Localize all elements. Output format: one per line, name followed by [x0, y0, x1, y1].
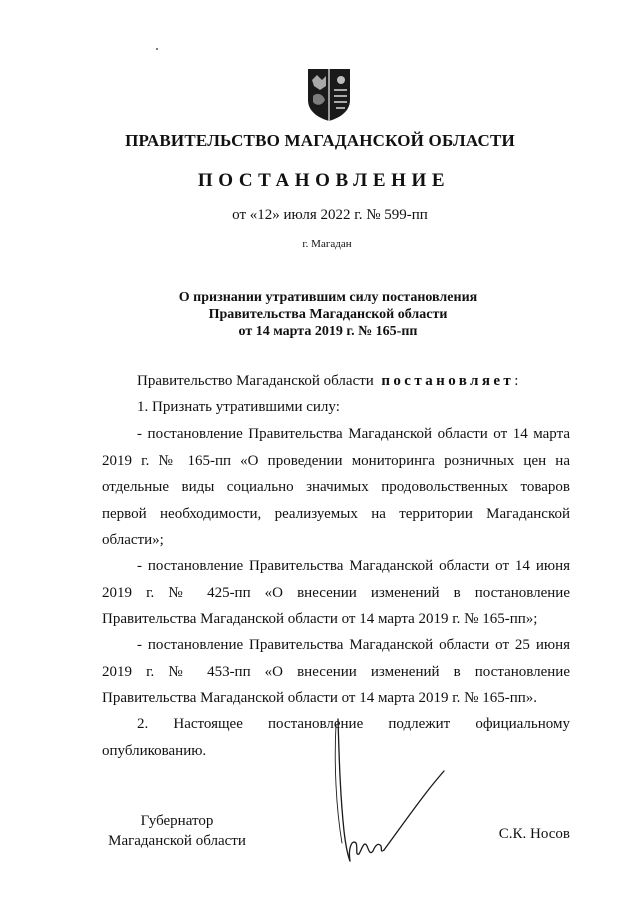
- subject-line-1: О признании утратившим силу постановления: [178, 290, 478, 305]
- item-2: 2. Настоящее постановление подлежит официальному опубликованию.: [102, 716, 570, 759]
- subject-line-2: Правительства Магаданской области: [208, 307, 448, 322]
- intro-paragraph: [102, 368, 570, 395]
- document-place: г. Магадан: [302, 238, 352, 250]
- scan-speck: [156, 48, 158, 50]
- item-1-bullet-3: - постановление Правительства Магаданской области от 25 июня 2019 г. № 453-пп «О внесении изменений в постановление Правительства Магаданской области от 14 марта 2019 г. № 165-пп».: [102, 637, 570, 706]
- intro-prefix: Правительство Магаданской области: [137, 373, 374, 389]
- intro-keyword: постановляет: [381, 373, 515, 389]
- signatory-title-line-2: Магаданской области: [108, 833, 246, 849]
- signatory-title-line-1: Губернатор: [140, 813, 214, 829]
- document-date-number: от «12» июля 2022 г. № 599-пп: [232, 207, 428, 223]
- intro-suffix: :: [514, 373, 519, 389]
- item-1-bullet-1: - постановление Правительства Магаданской области от 14 марта 2019 г. № 165-пп «О проведении мониторинга розничных цен на отдельные виды социально значимых продовольственных товаров первой необходимости, реализуемых на территории Магаданской области»;: [102, 426, 570, 548]
- signatory-title: [102, 811, 252, 851]
- government-name: ПРАВИТЕЛЬСТВО МАГАДАНСКОЙ ОБЛАСТИ: [125, 131, 515, 150]
- document-subject: [0, 289, 640, 340]
- document-type-title: ПОСТАНОВЛЕНИЕ: [197, 170, 451, 191]
- signatory-name: С.К. Носов: [498, 826, 570, 842]
- subject-line-3: от 14 марта 2019 г. № 165-пп: [238, 324, 418, 339]
- handwritten-signature: [322, 713, 452, 863]
- coat-of-arms-emblem: [305, 66, 353, 122]
- item-1: 1. Признать утратившими силу:: [137, 399, 340, 415]
- item-1-bullet-2: - постановление Правительства Магаданской области от 14 июня 2019 г. № 425-пп «О внесении изменений в постановление Правительства Магаданской области от 14 марта 2019 г. № 165-пп»;: [102, 558, 570, 627]
